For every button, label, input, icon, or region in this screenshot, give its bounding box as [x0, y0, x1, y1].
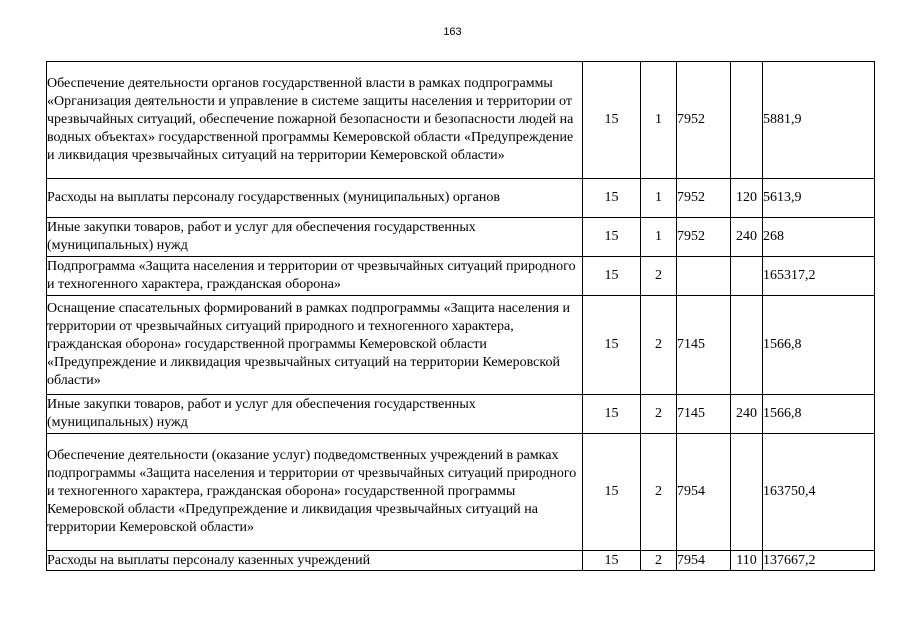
- table-row: [47, 218, 875, 257]
- row-target: 7954: [677, 551, 731, 571]
- row-section: 15: [583, 296, 641, 395]
- row-sum: 268: [763, 218, 875, 257]
- row-sum: 5881,9: [763, 62, 875, 179]
- table-row: [47, 395, 875, 434]
- table-row: [47, 179, 875, 218]
- row-subsection: 1: [641, 218, 677, 257]
- row-sum: 5613,9: [763, 179, 875, 218]
- row-expense-type: [731, 434, 763, 551]
- row-subsection: 2: [641, 551, 677, 571]
- row-name: Иные закупки товаров, работ и услуг для обеспечения государственных (муниципальных) нужд: [47, 395, 583, 434]
- budget-table: [46, 61, 875, 571]
- row-expense-type: 120: [731, 179, 763, 218]
- row-target: 7952: [677, 218, 731, 257]
- row-sum: 165317,2: [763, 257, 875, 296]
- row-target: 7145: [677, 296, 731, 395]
- row-subsection: 2: [641, 296, 677, 395]
- row-subsection: 1: [641, 62, 677, 179]
- table-row: [47, 296, 875, 395]
- row-target: 7952: [677, 179, 731, 218]
- row-expense-type: 240: [731, 218, 763, 257]
- page-number: 163: [443, 26, 462, 38]
- table-row: [47, 257, 875, 296]
- row-target: 7145: [677, 395, 731, 434]
- row-section: 15: [583, 551, 641, 571]
- row-target: 7952: [677, 62, 731, 179]
- row-section: 15: [583, 434, 641, 551]
- row-expense-type: 240: [731, 395, 763, 434]
- row-subsection: 1: [641, 179, 677, 218]
- row-section: 15: [583, 179, 641, 218]
- row-name: Подпрограмма «Защита населения и территории от чрезвычайных ситуаций природного и техногенного характера, гражданская оборона»: [47, 257, 583, 296]
- row-sum: 137667,2: [763, 551, 875, 571]
- table-row: [47, 62, 875, 179]
- row-expense-type: [731, 257, 763, 296]
- row-sum: 1566,8: [763, 296, 875, 395]
- row-target: [677, 257, 731, 296]
- row-name: Расходы на выплаты персоналу государственных (муниципальных) органов: [47, 179, 583, 218]
- row-sum: 163750,4: [763, 434, 875, 551]
- row-section: 15: [583, 395, 641, 434]
- row-name: Иные закупки товаров, работ и услуг для обеспечения государственных (муниципальных) нужд: [47, 218, 583, 257]
- row-expense-type: [731, 296, 763, 395]
- row-name: Обеспечение деятельности (оказание услуг) подведомственных учреждений в рамках подпрограммы «Защита населения и территории от чрезвычайных ситуаций природного и техногенного характера, гражданская оборона» государственной программы Кемеровской области «Предупреждение и ликвидация чрезвычайных ситуаций на территории Кемеровской области»: [47, 434, 583, 551]
- row-subsection: 2: [641, 434, 677, 551]
- row-expense-type: [731, 62, 763, 179]
- table-row: [47, 551, 875, 571]
- row-section: 15: [583, 62, 641, 179]
- row-section: 15: [583, 257, 641, 296]
- row-name: Оснащение спасательных формирований в рамках подпрограммы «Защита населения и территории от чрезвычайных ситуаций природного и техногенного характера, гражданская оборона» государственной программы Кемеровской области «Предупреждение и ликвидация чрезвычайных ситуаций на территории Кемеровской области»: [47, 296, 583, 395]
- row-subsection: 2: [641, 257, 677, 296]
- row-name: Обеспечение деятельности органов государственной власти в рамках подпрограммы «Организация деятельности и управление в системе защиты населения и территории от чрезвычайных ситуаций, обеспечение пожарной безопасности и безопасности людей на водных объектах» государственной программы Кемеровской области «Предупреждение и ликвидация чрезвычайных ситуаций на территории Кемеровской области»: [47, 62, 583, 179]
- row-section: 15: [583, 218, 641, 257]
- row-target: 7954: [677, 434, 731, 551]
- row-subsection: 2: [641, 395, 677, 434]
- row-sum: 1566,8: [763, 395, 875, 434]
- row-expense-type: 110: [731, 551, 763, 571]
- table-row: [47, 434, 875, 551]
- row-name: Расходы на выплаты персоналу казенных учреждений: [47, 551, 583, 571]
